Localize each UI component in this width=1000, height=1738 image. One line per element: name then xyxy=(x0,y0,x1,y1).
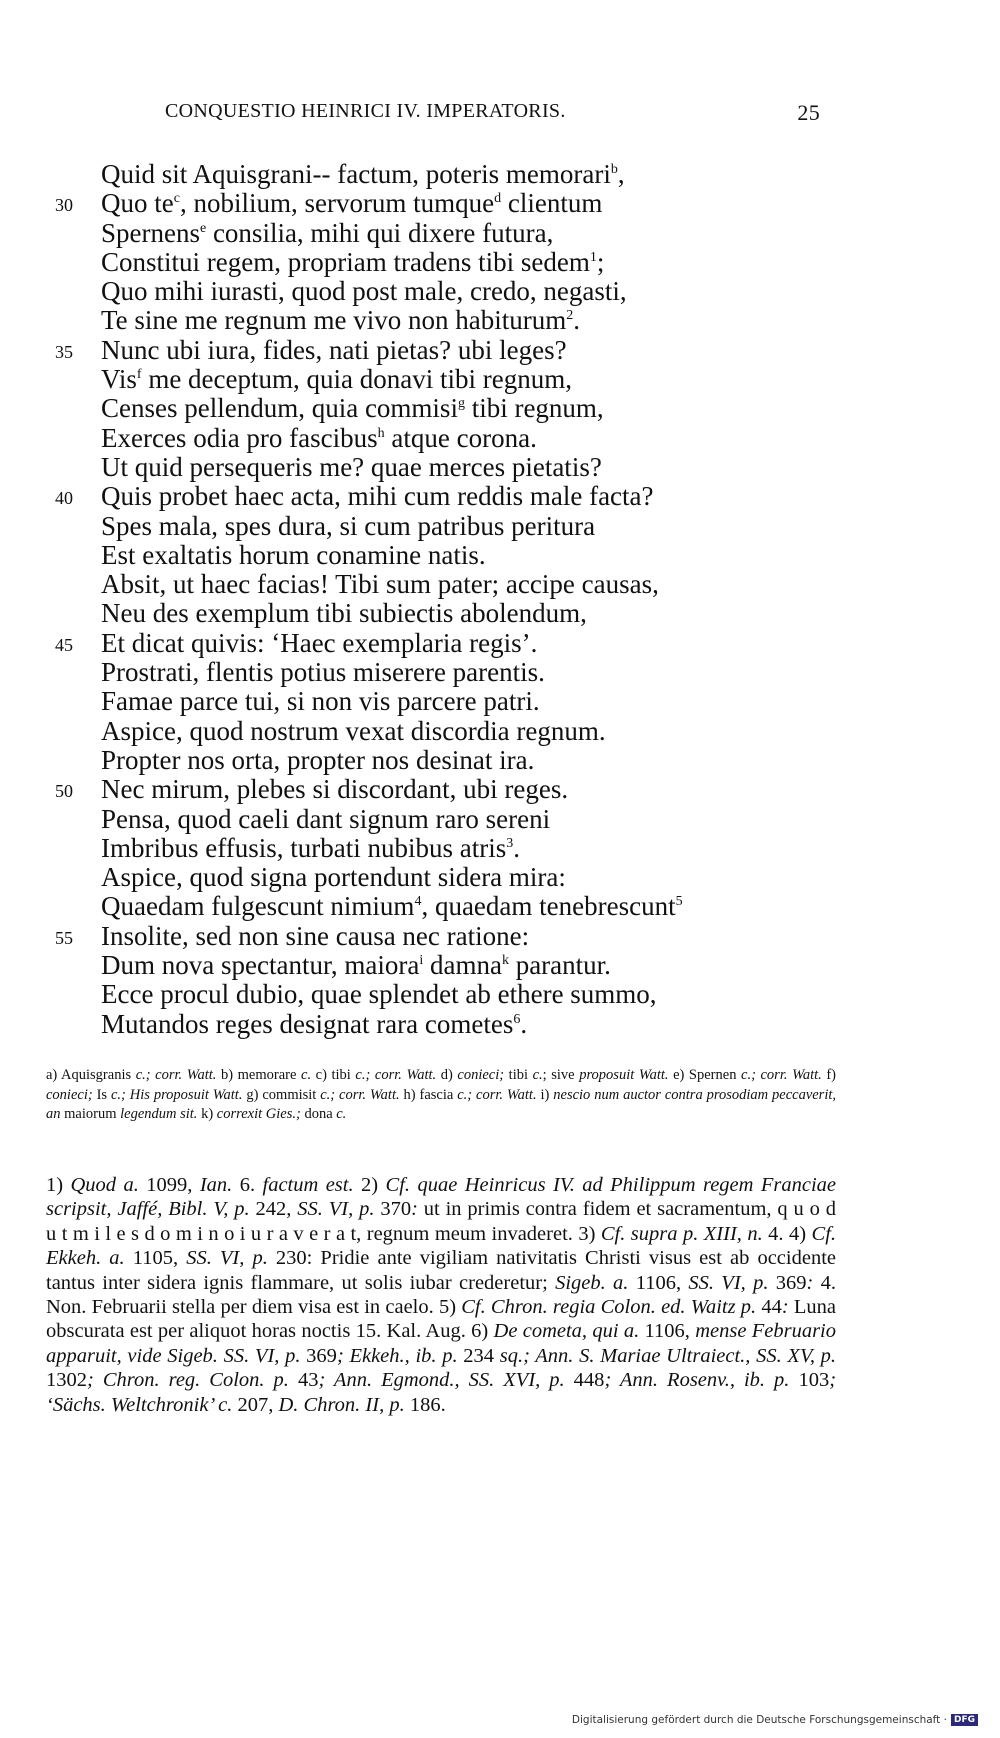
verse-text: Censes pellendum, quia commisi$^g$ tibi regnum, xyxy=(101,393,604,424)
footnotes: 1) Quod a. 1099, Ian. 6. factum est. 2) Cf. quae Heinricus IV. ad Philippum regem Franciae scripsit, Jaffé, Bibl. V, p. 242, SS. VI, p. 370: ut in primis contra fidem et sacramentum, q u o d u t m i l e s d o m i n o i u r a v e r a t, regnum meum invaderet. 3) Cf. supra p. XIII, n. 4. 4) Cf. Ekkeh. a. 1105, SS. VI, p. 230: Pridie ante vigiliam nativitatis Christi visus est ab occidente tantus inter sidera ignis flammare, ut solis iubar crederetur; Sigeb. a. 1106, SS. VI, p. 369: 4. Non. Februarii stella per diem visa est in caelo. 5) Cf. Chron. regia Colon. ed. Waitz p. 44: Luna obscurata est per aliquot horas noctis 15. Kal. Aug. 6) De cometa, qui a. 1106, mense Februario apparuit, vide Sigeb. SS. VI, p. 369; Ekkeh., ib. p. 234 sq.; Ann. S. Mariae Ultraiect., SS. XV, p. 1302; Chron. reg. Colon. p. 43; Ann. Egmond., SS. XVI, p. 448; Ann. Rosenv., ib. p. 103; ‘Sächs. Weltchronik’ c. 207, D. Chron. II, p. 186. xyxy=(46,1174,837,1416)
verse-line xyxy=(55,951,875,980)
verse-line xyxy=(55,482,875,511)
verse-text: Quis probet haec acta, mihi cum reddis male facta? xyxy=(101,481,654,512)
verse-text: Spernens$^e$ consilia, mihi qui dixere futura, xyxy=(101,217,554,248)
verse-text: Spes mala, spes dura, si cum patribus peritura xyxy=(101,510,596,541)
verse-line xyxy=(55,746,875,775)
line-number: 35 xyxy=(55,341,73,362)
verse-text: Nec mirum, plebes si discordant, ubi reges. xyxy=(101,774,569,805)
verse-block xyxy=(55,160,875,1039)
verse-line xyxy=(55,306,875,335)
verse-text: Est exaltatis horum conamine natis. xyxy=(101,539,486,570)
digitization-credit xyxy=(572,1714,978,1726)
verse-text: Ecce procul dubio, quae splendet ab ethere summo, xyxy=(101,979,657,1010)
verse-line xyxy=(55,922,875,951)
verse-line xyxy=(55,834,875,863)
verse-text: Mutandos reges designat rara cometes$^6$. xyxy=(101,1008,528,1039)
verse-line xyxy=(55,453,875,482)
verse-line xyxy=(55,394,875,423)
verse-text: Pensa, quod caeli dant signum raro sereni xyxy=(101,803,551,834)
verse-text: Quo mihi iurasti, quod post male, credo, negasti, xyxy=(101,276,627,307)
verse-text: Aspice, quod signa portendunt sidera mira: xyxy=(101,862,566,893)
verse-text: Exerces odia pro fascibus$^h$ atque corona. xyxy=(101,422,537,453)
verse-line xyxy=(55,629,875,658)
running-header xyxy=(165,100,820,123)
verse-line xyxy=(55,570,875,599)
verse-line xyxy=(55,336,875,365)
verse-line xyxy=(55,541,875,570)
dfg-logo: DFG xyxy=(951,1714,978,1726)
verse-line xyxy=(55,980,875,1009)
verse-line xyxy=(55,424,875,453)
verse-text: Nunc ubi iura, fides, nati pietas? ubi leges? xyxy=(101,334,567,365)
verse-text: Quid sit Aquisgrani-- factum, poteris memorari$^b$, xyxy=(101,159,625,189)
verse-text: Quaedam fulgescunt nimium$^4$, quaedam tenebrescunt$^5$ xyxy=(101,891,683,922)
verse-text: Et dicat quivis: ‘Haec exemplaria regis’. xyxy=(101,627,538,658)
verse-line xyxy=(55,1010,875,1039)
page-number: 25 xyxy=(797,100,820,125)
verse-line xyxy=(55,805,875,834)
verse-line xyxy=(55,863,875,892)
verse-text: Quo $te^c$, nobilium, servorum tumque$^d$ clientum xyxy=(101,188,603,219)
verse-text: Prostrati, flentis potius miserere parentis. xyxy=(101,657,545,688)
verse-line xyxy=(55,248,875,277)
verse-line xyxy=(55,160,875,189)
verse-line xyxy=(55,512,875,541)
line-number: 30 xyxy=(55,195,73,216)
verse-text: Imbribus effusis, turbati nubibus atris$^3$. xyxy=(101,832,520,863)
line-number: 45 xyxy=(55,634,73,655)
verse-line xyxy=(55,599,875,628)
verse-line xyxy=(55,658,875,687)
verse-line xyxy=(55,775,875,804)
verse-line xyxy=(55,189,875,218)
verse-text: Aspice, quod nostrum vexat discordia regnum. xyxy=(101,715,606,746)
verse-text: Neu des exemplum tibi subiectis abolendum, xyxy=(101,598,587,629)
critical-apparatus: a) Aquisgranis c.; corr. Watt. b) memorare c. c) tibi c.; corr. Watt. d) conieci; tibi c.; sive proposuit Watt. e) Spernen c.; corr. Watt. f) conieci; Is c.; His proposuit Watt. g) commisit c.; corr. Watt. h) fascia c.; corr. Watt. i) nescio num auctor contra prosodiam peccaverit, an maiorum legendum sit. k) correxit Gies.; dona c. xyxy=(46,1067,837,1122)
verse-line xyxy=(55,365,875,394)
verse-line xyxy=(55,892,875,921)
verse-line xyxy=(55,717,875,746)
verse-text: Propter nos orta, propter nos desinat ira. xyxy=(101,744,535,775)
line-number: 50 xyxy=(55,781,73,802)
verse-text: Constitui regem, propriam tradens tibi sedem$^1$; xyxy=(101,246,605,277)
verse-text: Insolite, sed non sine causa nec ratione: xyxy=(101,920,530,951)
verse-text: Famae parce tui, si non vis parcere patri. xyxy=(101,686,540,717)
verse-text: Ut quid persequeris me? quae merces pietatis? xyxy=(101,451,602,482)
credit-text: Digitalisierung gefördert durch die Deutsche Forschungsgemeinschaft · xyxy=(571,1714,947,1726)
running-title: CONQUESTIO HEINRICI IV. IMPERATORIS. xyxy=(165,100,566,122)
verse-line xyxy=(55,219,875,248)
line-number: 40 xyxy=(55,488,73,509)
verse-line xyxy=(55,687,875,716)
verse-line xyxy=(55,277,875,306)
verse-text: Te sine me regnum me vivo non habiturum$^2$. xyxy=(101,305,581,336)
verse-text: Dum nova spectantur, maiora$^i$ damna$^k$ parantur. xyxy=(101,950,611,981)
line-number: 55 xyxy=(55,927,73,948)
verse-text: Absit, ut haec facias! Tibi sum pater; accipe causas, xyxy=(101,569,659,600)
verse-text: Vis$^f$ me deceptum, quia donavi tibi regnum, xyxy=(101,364,572,395)
